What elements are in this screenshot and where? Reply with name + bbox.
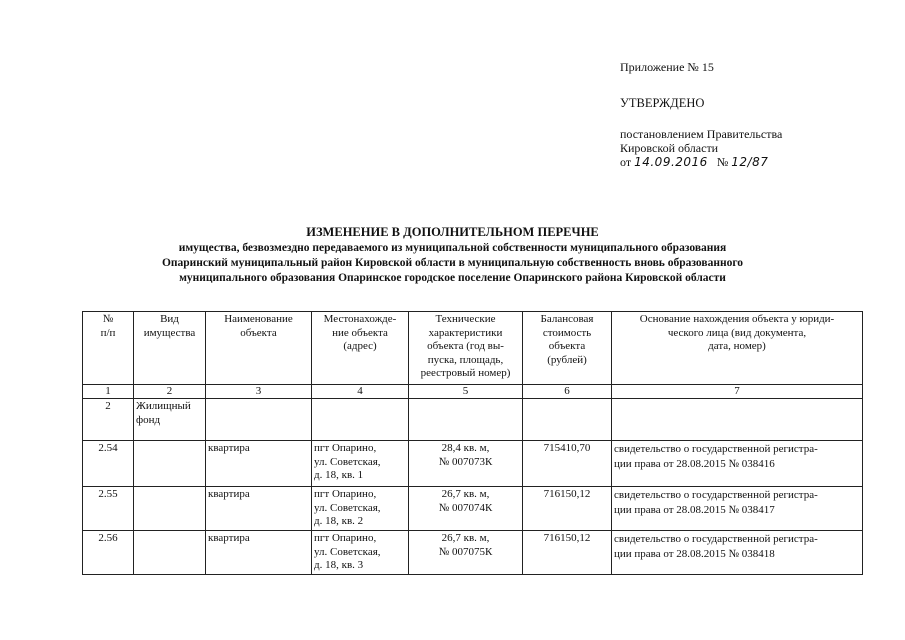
table-cell: 26,7 кв. м, № 007075К <box>409 531 523 575</box>
table-cell: 28,4 кв. м, № 007073К <box>409 441 523 487</box>
column-header: Местонахожде- ние объекта (адрес) <box>312 312 409 385</box>
column-number: 5 <box>409 385 523 399</box>
title-line-2: имущества, безвозмездно передаваемого из муниципальной собственности муниципального образования <box>178 242 727 254</box>
table-cell: 2.55 <box>83 487 134 531</box>
table-cell <box>134 441 206 487</box>
table-row <box>83 531 863 575</box>
table-cell: пгт Опарино, ул. Советская, д. 18, кв. 3 <box>312 531 409 575</box>
table-cell <box>612 399 863 441</box>
column-number: 7 <box>612 385 863 399</box>
column-header: № п/п <box>83 312 134 385</box>
decree-line-1: постановлением Правительства <box>620 127 783 141</box>
number-prefix: № <box>716 155 729 169</box>
column-number-row <box>83 385 863 399</box>
property-table <box>82 311 863 575</box>
table-cell: 716150,12 <box>523 487 612 531</box>
table-cell: Жилищный фонд <box>134 399 206 441</box>
table-cell <box>409 399 523 441</box>
table-header-row <box>83 312 863 385</box>
column-header: Основание нахождения объекта у юриди- ческого лица (вид документа, дата, номер) <box>612 312 863 385</box>
table-cell: квартира <box>206 441 312 487</box>
decree-date-line <box>620 155 768 169</box>
column-header: Технические характеристики объекта (год вы- пуска, площадь, реестровый номер) <box>409 312 523 385</box>
document-title: ИЗМЕНЕНИЕ В ДОПОЛНИТЕЛЬНОМ ПЕРЕЧНЕ <box>306 225 599 239</box>
handwritten-date: 14.09.2016 <box>634 155 708 169</box>
column-number: 3 <box>206 385 312 399</box>
decree-line-2: Кировской области <box>620 141 719 155</box>
table-cell: 715410,70 <box>523 441 612 487</box>
table-cell <box>134 487 206 531</box>
title-line-3: Опаринский муниципальный район Кировской области в муниципальную собственность вновь образованного <box>161 257 744 269</box>
column-number: 1 <box>83 385 134 399</box>
table-cell: пгт Опарино, ул. Советская, д. 18, кв. 1 <box>312 441 409 487</box>
table-cell: квартира <box>206 487 312 531</box>
table-cell: свидетельство о государственной регистра- ции права от 28.08.2015 № 038418 <box>612 531 863 575</box>
table-cell: 2.54 <box>83 441 134 487</box>
column-number: 2 <box>134 385 206 399</box>
column-number: 6 <box>523 385 612 399</box>
column-header: Балансовая стоимость объекта (рублей) <box>523 312 612 385</box>
table-cell: свидетельство о государственной регистра- ции права от 28.08.2015 № 038417 <box>612 487 863 531</box>
approved-label: УТВЕРЖДЕНО <box>620 96 705 110</box>
title-line-4: муниципального образования Опаринское городское поселение Опаринского района Кировской области <box>179 272 726 284</box>
table-cell: 2 <box>83 399 134 441</box>
appendix-label: Приложение № 15 <box>620 60 714 74</box>
column-header: Вид имущества <box>134 312 206 385</box>
handwritten-number: 12/87 <box>731 155 769 169</box>
table-cell: 26,7 кв. м, № 007074К <box>409 487 523 531</box>
column-header: Наименование объекта <box>206 312 312 385</box>
table-cell <box>206 399 312 441</box>
table-cell: квартира <box>206 531 312 575</box>
table-cell: 716150,12 <box>523 531 612 575</box>
table-cell: пгт Опарино, ул. Советская, д. 18, кв. 2 <box>312 487 409 531</box>
table-row <box>83 441 863 487</box>
from-prefix: от <box>620 155 632 169</box>
column-number: 4 <box>312 385 409 399</box>
table-cell <box>134 531 206 575</box>
table-cell <box>523 399 612 441</box>
table-cell <box>312 399 409 441</box>
table-row <box>83 487 863 531</box>
table-cell: свидетельство о государственной регистра- ции права от 28.08.2015 № 038416 <box>612 441 863 487</box>
table-row <box>83 399 863 441</box>
table-cell: 2.56 <box>83 531 134 575</box>
